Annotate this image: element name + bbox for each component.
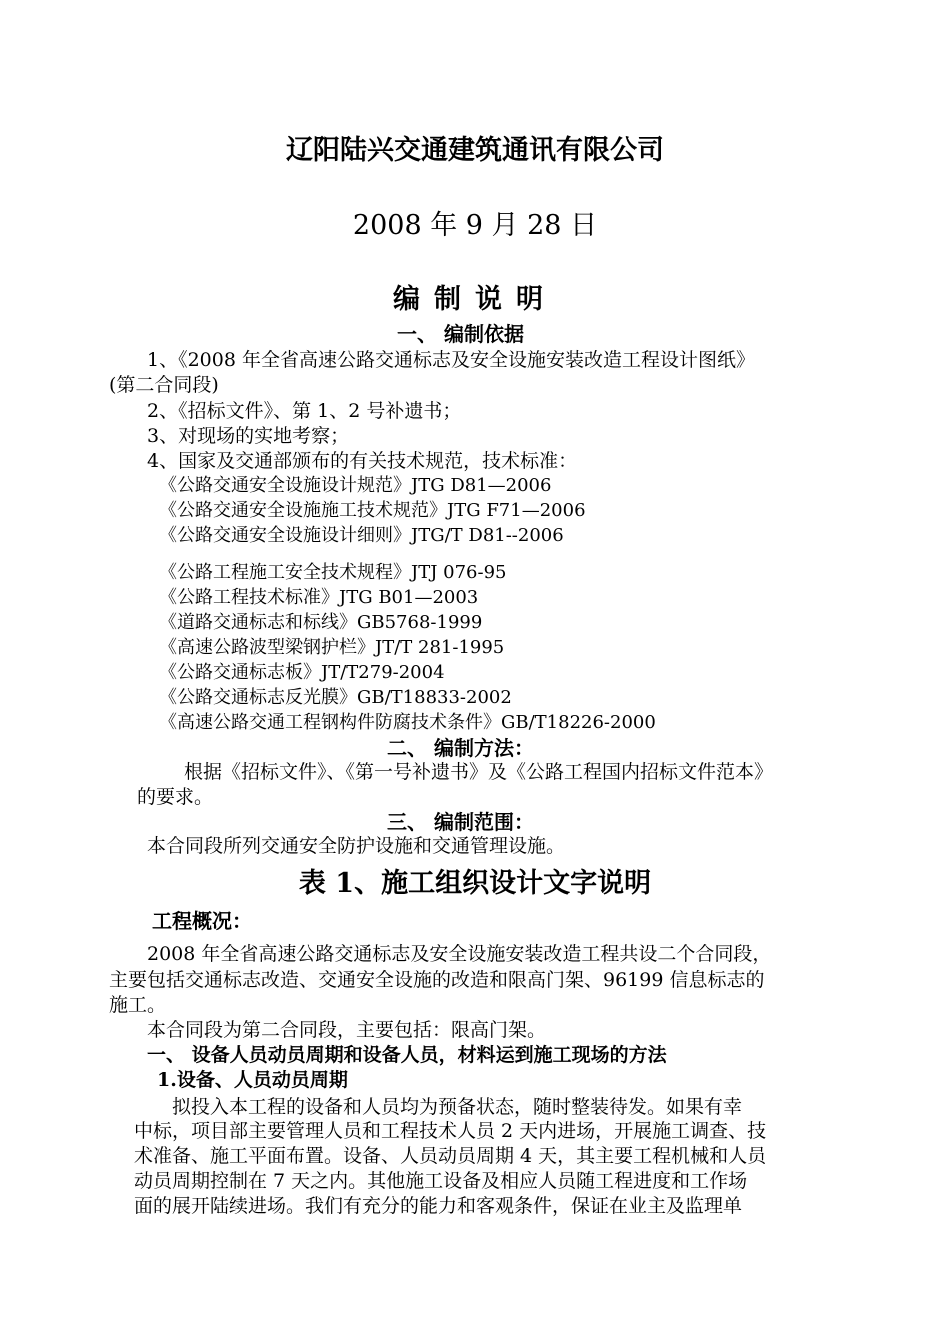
basis-item: 2、《招标文件》、第 1、2 号补遗书； <box>147 400 462 422</box>
standard-item: 《道路交通标志和标线》GB5768-1999 <box>159 612 483 633</box>
section1-line: 拟投入本工程的设备和人员均为预备状态，随时整装待发。如果有幸 <box>172 1096 743 1118</box>
basis-item: 4、国家及交通部颁布的有关技术规范，技术标准： <box>147 450 578 472</box>
section1-line: 面的展开陆续进场。我们有充分的能力和客观条件，保证在业主及监理单 <box>134 1195 743 1217</box>
section1-line: 术准备、施工平面布置。设备、人员动员周期 4 天，其主要工程机械和人员 <box>134 1145 767 1167</box>
overview-line: 本合同段为第二合同段，主要包括：限高门架。 <box>147 1019 547 1041</box>
basis-item: 3、对现场的实地考察； <box>147 425 350 447</box>
company-name: 辽阳陆兴交通建筑通讯有限公司 <box>286 135 664 166</box>
method-line: 的要求。 <box>137 786 214 808</box>
document-title: 编制说明 <box>393 284 557 315</box>
basis-item: (第二合同段) <box>109 374 219 396</box>
standard-item: 《公路交通安全设施设计细则》JTG/T D81--2006 <box>159 525 564 546</box>
standard-item: 《公路交通安全设施设计规范》JTG D81—2006 <box>159 475 552 496</box>
section1-line: 中标，项目部主要管理人员和工程技术人员 2 天内进场，开展施工调查、技 <box>134 1120 767 1142</box>
method-line: 根据《招标文件》、《第一号补遗书》及《公路工程国内招标文件范本》 <box>184 761 774 783</box>
scope-heading: 三、 编制范围： <box>387 810 534 834</box>
table-title: 表 1、施工组织设计文字说明 <box>298 868 652 899</box>
method-heading: 二、 编制方法： <box>387 736 534 760</box>
section1-subheading: 1.设备、人员动员周期 <box>157 1069 348 1091</box>
section1-heading: 一、 设备人员动员周期和设备人员，材料运到施工现场的方法 <box>147 1044 667 1066</box>
overview-line: 施工。 <box>109 994 167 1016</box>
standard-item: 《公路工程施工安全技术规程》JTJ 076-95 <box>159 562 507 583</box>
standard-item: 《公路交通标志板》JT/T279-2004 <box>159 662 445 683</box>
overview-line: 主要包括交通标志改造、交通安全设施的改造和限高门架、96199 信息标志的 <box>109 969 765 991</box>
overview-line: 2008 年全省高速公路交通标志及安全设施安装改造工程共设二个合同段， <box>147 943 772 965</box>
standard-item: 《高速公路交通工程钢构件防腐技术条件》GB/T18226-2000 <box>159 712 656 733</box>
standard-item: 《高速公路波型梁钢护栏》JT/T 281-1995 <box>159 637 505 658</box>
standard-item: 《公路交通安全设施施工技术规范》JTG F71—2006 <box>159 500 586 521</box>
standard-item: 《公路交通标志反光膜》GB/T18833-2002 <box>159 687 512 708</box>
scope-line: 本合同段所列交通安全防护设施和交通管理设施。 <box>147 835 566 857</box>
standard-item: 《公路工程技术标准》JTG B01—2003 <box>159 587 479 608</box>
basis-item: 1、《2008 年全省高速公路交通标志及安全设施安装改造工程设计图纸》 <box>147 349 755 371</box>
section1-line: 动员周期控制在 7 天之内。其他施工设备及相应人员随工程进度和工作场 <box>134 1170 748 1192</box>
overview-heading: 工程概况： <box>152 909 252 933</box>
basis-heading: 一、 编制依据 <box>397 322 524 346</box>
document-date: 2008 年 9 月 28 日 <box>352 210 598 241</box>
